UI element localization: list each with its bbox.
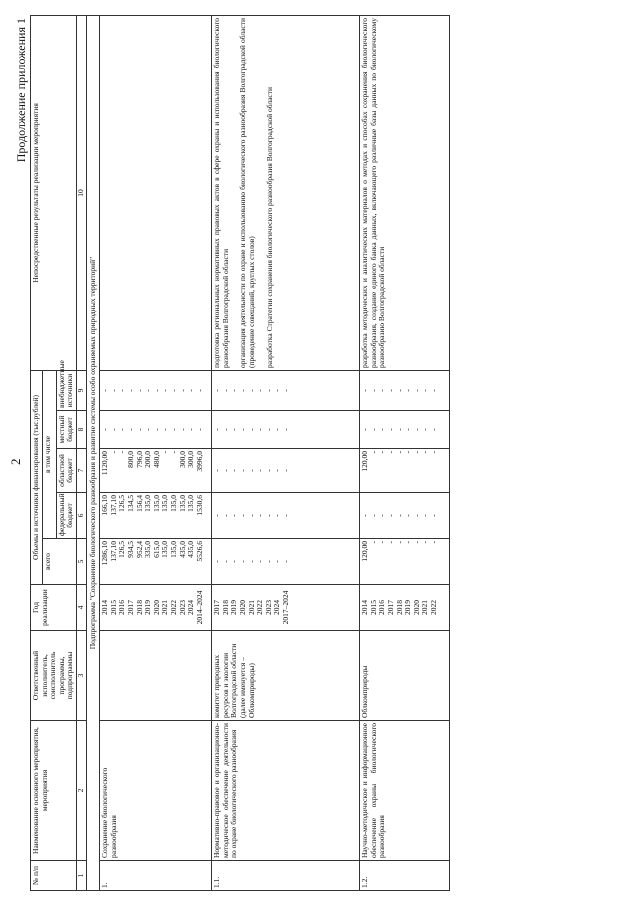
cell-line: 2019 (143, 600, 153, 615)
cell-line: 934,5 (125, 541, 135, 558)
cell-line: - (385, 389, 395, 392)
cell-line: - (377, 389, 387, 392)
federal-values (212, 493, 360, 539)
cell-line: - (255, 560, 265, 563)
cell-line: - (220, 560, 230, 563)
total-values (360, 539, 450, 585)
cell-line: - (403, 428, 413, 431)
cell-line: - (246, 514, 256, 517)
cell-line: - (394, 389, 404, 392)
cell-line: 2020 (151, 600, 161, 615)
cell-line: - (428, 541, 438, 544)
cell-line: 120,00 (360, 451, 370, 472)
years-list (360, 585, 450, 631)
cell-line: - (263, 389, 273, 392)
cell-line: - (237, 389, 247, 392)
cell-line: 2021 (420, 600, 430, 615)
cell-line: - (403, 541, 413, 544)
cell-line: - (272, 469, 282, 472)
header-extrabudget: внебюджетные источники (56, 370, 76, 410)
program-measures-table (30, 15, 450, 891)
cell-line: - (117, 389, 127, 392)
cell-line: 2014–2024 (194, 590, 204, 625)
cell-line: - (177, 389, 187, 392)
cell-line: - (117, 451, 127, 454)
cell-line: - (420, 514, 430, 517)
column-number: 5 (76, 539, 86, 585)
cell-line: - (280, 560, 290, 563)
cell-line: 2014 (100, 600, 110, 615)
cell-line: - (368, 389, 378, 392)
cell-line: 1286,10 (100, 541, 110, 566)
cell-line: 2018 (394, 600, 404, 615)
cell-line: - (177, 428, 187, 431)
cell-line: 2017 (125, 600, 135, 615)
result-item: подготовка региональных нормативных правовых актов в сфере охраны и использования биологического разнообразия Волгоградской области (212, 17, 230, 368)
cell-line: - (229, 560, 239, 563)
cell-line: 135,0 (160, 541, 170, 558)
cell-line: - (229, 514, 239, 517)
cell-line: - (229, 428, 239, 431)
cell-line: - (428, 451, 438, 454)
federal-values (360, 493, 450, 539)
cell-line: 2015 (368, 600, 378, 615)
row-number: 1. (100, 861, 212, 891)
cell-line: 2017 (212, 600, 222, 615)
cell-line: 135,0 (177, 495, 187, 512)
cell-line: - (255, 469, 265, 472)
cell-line: - (194, 389, 204, 392)
executor: комитет природных ресурсов и экологии Волгоградской области (далее именуется – Облкомприроды) (212, 631, 360, 721)
executor (100, 631, 212, 721)
cell-line: 2015 (108, 600, 118, 615)
cell-line: 5526,6 (194, 541, 204, 562)
cell-line: - (385, 428, 395, 431)
cell-line: 2016 (117, 600, 127, 615)
cell-line: - (237, 469, 247, 472)
years-list (212, 585, 360, 631)
cell-line: 3996,0 (194, 451, 204, 472)
cell-line: 135,0 (160, 495, 170, 512)
results-text (212, 15, 360, 370)
header-federal: федеральный бюджет (56, 493, 76, 539)
cell-line: 2019 (229, 600, 239, 615)
cell-line: - (403, 389, 413, 392)
cell-line: - (186, 389, 196, 392)
cell-line: - (100, 389, 110, 392)
federal-values (100, 493, 212, 539)
cell-line: 135,0 (168, 495, 178, 512)
cell-line: 300,0 (186, 451, 196, 468)
cell-line: - (186, 428, 196, 431)
cell-line: 156,4 (134, 495, 144, 512)
cell-line: - (272, 514, 282, 517)
cell-line: - (385, 514, 395, 517)
cell-line: - (100, 428, 110, 431)
column-numbers-row (76, 15, 86, 890)
cell-line: 135,0 (168, 541, 178, 558)
cell-line: 615,0 (151, 541, 161, 558)
cell-line: 952,4 (134, 541, 144, 558)
header-total: всего (42, 539, 76, 585)
header-regional: областной бюджет (56, 449, 76, 493)
header-volumes: Объемы и источники финансирования (тыс.рублей) (31, 370, 43, 584)
cell-line: 2020 (237, 600, 247, 615)
cell-line: 435,0 (186, 541, 196, 558)
cell-line: - (168, 389, 178, 392)
cell-line: - (280, 514, 290, 517)
cell-line: - (394, 451, 404, 454)
cell-line: - (272, 389, 282, 392)
cell-line: - (377, 514, 387, 517)
cell-line: - (237, 514, 247, 517)
cell-line: - (246, 469, 256, 472)
cell-line: - (377, 451, 387, 454)
cell-line: - (368, 451, 378, 454)
cell-line: - (108, 451, 118, 454)
cell-line: 2024 (272, 600, 282, 615)
row-number: 1.2. (360, 861, 450, 891)
extrabudget-values (360, 370, 450, 410)
cell-line: - (394, 514, 404, 517)
cell-line: - (212, 514, 222, 517)
cell-line: - (134, 428, 144, 431)
cell-line: - (212, 389, 222, 392)
result-item: разработка методических и аналитических материалов о методах и способах сохранения биологического разнообразия, создание единого банка данных, включающего различные базы данных по биологическому разнообразию Волгоградской области (360, 17, 387, 368)
cell-line: 435,0 (177, 541, 187, 558)
cell-line: - (220, 514, 230, 517)
cell-line: - (125, 389, 135, 392)
cell-line: 135,0 (186, 495, 196, 512)
cell-line: - (237, 560, 247, 563)
result-item: организация деятельности по охране и использованию биологического разнообразия Волгоградской области (проведение совещаний, круглых столов) (238, 17, 256, 368)
cell-line: - (420, 389, 430, 392)
cell-line: - (255, 428, 265, 431)
cell-line: 137,10 (108, 495, 118, 516)
cell-line: 2020 (411, 600, 421, 615)
cell-line: - (368, 541, 378, 544)
cell-line: 300,0 (177, 451, 187, 468)
cell-line: - (134, 389, 144, 392)
cell-line: 2022 (168, 600, 178, 615)
results-text (100, 15, 212, 370)
extrabudget-values (212, 370, 360, 410)
header-including: в том числе (42, 370, 56, 538)
column-number: 9 (76, 370, 86, 410)
cell-line: - (368, 514, 378, 517)
appendix-continuation-note: Продолжение приложения 1 (14, 18, 28, 163)
cell-line: - (377, 428, 387, 431)
cell-line: - (263, 560, 273, 563)
table-row (212, 15, 360, 890)
cell-line: - (411, 428, 421, 431)
cell-line: 2021 (246, 600, 256, 615)
cell-line: - (411, 541, 421, 544)
cell-line: 796,0 (134, 451, 144, 468)
cell-line: - (360, 428, 370, 431)
cell-line: - (168, 451, 178, 454)
cell-line: - (420, 428, 430, 431)
cell-line: - (108, 428, 118, 431)
local-values (212, 411, 360, 449)
cell-line: - (160, 428, 170, 431)
column-number: 4 (76, 585, 86, 631)
cell-line: - (246, 560, 256, 563)
cell-line: - (246, 389, 256, 392)
cell-line: 135,0 (151, 495, 161, 512)
cell-line: - (403, 514, 413, 517)
cell-line: 2018 (220, 600, 230, 615)
cell-line: - (255, 389, 265, 392)
cell-line: 2018 (134, 600, 144, 615)
cell-line: - (411, 514, 421, 517)
cell-line: 2017–2024 (280, 590, 290, 625)
cell-line: - (368, 428, 378, 431)
regional-values (360, 449, 450, 493)
header-year: Год реализации (31, 585, 77, 631)
years-list (100, 585, 212, 631)
column-number: 2 (76, 721, 86, 861)
cell-line: - (263, 428, 273, 431)
cell-line: - (160, 389, 170, 392)
cell-line: 2019 (403, 600, 413, 615)
header-measure-name: Наименование основного мероприятия, мероприятия (31, 721, 77, 861)
cell-line: 120,00 (360, 541, 370, 562)
cell-line: - (212, 560, 222, 563)
cell-line: - (280, 389, 290, 392)
cell-line: 800,0 (125, 451, 135, 468)
cell-line: 137,10 (108, 541, 118, 562)
cell-line: 200,0 (143, 451, 153, 468)
column-number: 6 (76, 493, 86, 539)
cell-line: - (280, 469, 290, 472)
cell-line: 1530,6 (194, 495, 204, 516)
cell-line: - (212, 428, 222, 431)
cell-line: - (108, 389, 118, 392)
cell-line: - (229, 469, 239, 472)
cell-line: - (212, 469, 222, 472)
cell-line: 2023 (263, 600, 273, 615)
header-local: местный бюджет (56, 411, 76, 449)
cell-line: 335,0 (143, 541, 153, 558)
cell-line: 134,5 (125, 495, 135, 512)
cell-line: - (420, 451, 430, 454)
cell-line: - (117, 428, 127, 431)
cell-line: 2022 (428, 600, 438, 615)
cell-line: - (411, 451, 421, 454)
cell-line: - (143, 428, 153, 431)
cell-line: - (263, 514, 273, 517)
local-values (360, 411, 450, 449)
cell-line: - (220, 389, 230, 392)
column-number: 10 (76, 15, 86, 370)
cell-line: - (194, 428, 204, 431)
cell-line: - (280, 428, 290, 431)
extrabudget-values (100, 370, 212, 410)
cell-line: 2016 (377, 600, 387, 615)
cell-line: - (385, 451, 395, 454)
measure-name: Научно-методическое и информационное обеспечение охраны биологического разнообразия (360, 721, 450, 861)
cell-line: - (385, 541, 395, 544)
column-number: 3 (76, 631, 86, 721)
table-row (360, 15, 450, 890)
cell-line: - (420, 541, 430, 544)
cell-line: 126,5 (117, 541, 127, 558)
cell-line: 2024 (186, 600, 196, 615)
cell-line: - (237, 428, 247, 431)
total-values (212, 539, 360, 585)
cell-line: - (168, 428, 178, 431)
regional-values (100, 449, 212, 493)
executor: Облкомприроды (360, 631, 450, 721)
cell-line: - (403, 451, 413, 454)
row-number: 1.1. (212, 861, 360, 891)
total-values (100, 539, 212, 585)
cell-line: - (394, 541, 404, 544)
cell-line: - (143, 389, 153, 392)
cell-line: - (360, 389, 370, 392)
cell-line: - (411, 389, 421, 392)
results-text (360, 15, 450, 370)
cell-line: 135,0 (143, 495, 153, 512)
cell-line: - (246, 428, 256, 431)
cell-line: - (151, 389, 161, 392)
header-executor: Ответственный исполнитель, соисполнитель программы, подпрограммы (31, 631, 77, 721)
cell-line: 2014 (360, 600, 370, 615)
cell-line: - (255, 514, 265, 517)
cell-line: 1120,00 (100, 451, 110, 476)
cell-line: 480,0 (151, 451, 161, 468)
table-row (100, 15, 212, 890)
cell-line: - (428, 514, 438, 517)
cell-line: - (220, 469, 230, 472)
column-number: 8 (76, 411, 86, 449)
header-results: Непосредственные результаты реализации мероприятия (31, 15, 77, 370)
cell-line: - (151, 428, 161, 431)
cell-line: - (263, 469, 273, 472)
cell-line: - (377, 541, 387, 544)
header-number: № п/п (31, 861, 77, 891)
cell-line: 166,10 (100, 495, 110, 516)
cell-line: 2017 (385, 600, 395, 615)
result-item: разработка Стратегии сохранения биологического разнообразия Волгоградской области (264, 86, 274, 368)
cell-line: 2023 (177, 600, 187, 615)
subprogram-title: Подпрограмма "Сохранение биологического разнообразия и развитие системы особо охраняемых природных территорий" (86, 15, 100, 890)
page-number: 2 (8, 458, 23, 465)
cell-line: - (160, 451, 170, 454)
cell-line: - (272, 428, 282, 431)
cell-line: - (272, 560, 282, 563)
column-number: 1 (76, 861, 86, 891)
cell-line: 2022 (255, 600, 265, 615)
cell-line: - (428, 428, 438, 431)
measure-name: Сохранение биологического разнообразия (100, 721, 212, 861)
column-number: 7 (76, 449, 86, 493)
local-values (100, 411, 212, 449)
cell-line: - (428, 389, 438, 392)
cell-line: - (394, 428, 404, 431)
cell-line: - (125, 428, 135, 431)
cell-line: - (220, 428, 230, 431)
measure-name: Нормативно-правовое и организационно-методическое обеспечение деятельности по охране биологического разнообразия (212, 721, 360, 861)
cell-line: - (360, 514, 370, 517)
cell-line: - (229, 389, 239, 392)
cell-line: 2021 (160, 600, 170, 615)
cell-line: 126,5 (117, 495, 127, 512)
regional-values (212, 449, 360, 493)
